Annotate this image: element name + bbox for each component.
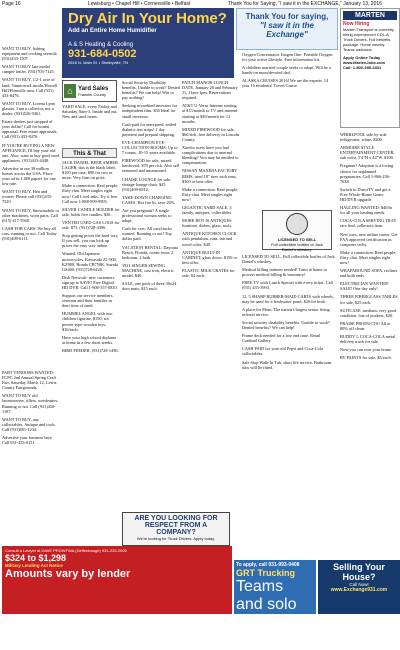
yard-sales-header [62, 80, 117, 102]
list-item: WANT TO BUY, Hen and rooster. Please call (931)433-7520. [2, 189, 53, 205]
list-item: WANT TO BUY late model camper trailer. (931)703-7145. [2, 64, 55, 75]
list-item: Pregnant? Adoption is a loving choice for unplanned pregnancies. Call 1-866-236-7638. [340, 163, 394, 184]
list-item: RV PAINTS for sale, $5/each. [340, 355, 392, 361]
list-item: THREE FIBERGLASS TABLES for sale, $25 each. [340, 294, 398, 305]
grt-line2: GRT Trucking [236, 568, 296, 578]
list-item: SALE, one pack of three 30x24 door mats, $15 each. [122, 281, 177, 292]
page-header [0, 0, 400, 8]
loan-big: Amounts vary by lender [5, 568, 131, 580]
list-item: Switch to DirectTV and get a Free Whole-Home Genie HD/DVR upgrade. [340, 186, 391, 203]
classified-column-1 [2, 46, 60, 366]
list-item: EVE-CHAMPION EVE-COLLECTION-ROOMS: Up to 7 rooms, 10-15 years available. [122, 139, 178, 156]
list-item: SUITCASE, medium, very good condition, lots of pockets, $20. [340, 307, 397, 318]
list-item: TAKE-DOWN CHARGING CASES. Hot fire lit, save 20%. [122, 194, 176, 205]
list-item: A childless married couple seeks to adopt. Will be a hands-on mom/devoted dad. [242, 65, 332, 76]
humidifier-ad[interactable] [62, 8, 234, 78]
list-item: WANT TO BUY, 1/2-1 acre of land, Vanntown/Lincoln/Howell Hill/Flintville area. Call (931) 433-8476. [2, 77, 58, 98]
classified-column-3 [122, 80, 180, 510]
loan-price: $324 to $1,298 [5, 553, 67, 563]
list-item: COCA-COLA SERVING TRAY rare find, collectors item. [340, 218, 397, 229]
list-item: BIRD FEEDER. (931)728-1496. [62, 347, 119, 353]
grt-line3: Teams and solo drivers needed [236, 578, 297, 649]
list-item: Sale Stop Walk-In Tub, short life service. Bathroom tubs will be fitted. [242, 359, 332, 370]
list-item: Oxygen Concentrator. Inogen One: Portable Oxygen for your active lifestyle. Free information kit. [242, 52, 333, 63]
list-item: PATCH MANOR LUNCH DATE, January 26 and February 11, 11am-1pm, Reservations required. [182, 80, 238, 101]
list-item: HAULING WANTED: $40/hr for all your hauling needs. [340, 205, 393, 216]
thank-you-ad [236, 8, 338, 50]
header-thanks: Thank You for Saying, "I saw it in the EXCHANGE," January 13, 2016 [228, 1, 382, 7]
humidifier-phone: 931-684-0502 [68, 48, 137, 60]
classified-column-2 [62, 160, 120, 510]
list-item: Make a connection. Real people, flirty chat. Meet singles right now! [182, 186, 239, 202]
list-item: PART VENDORS WANTED: FCPC 2nd Annual Spring Craft Fair, Saturday March 12, Lewis County Fairgrounds. [2, 370, 57, 391]
humidifier-subtitle: Add an Entire Home Humidifier [68, 28, 157, 34]
this-that-header: This & That [62, 148, 117, 158]
list-item: WRAPAROUND SOFA, recliner end both ends. [340, 268, 398, 279]
list-item: MORE HOT IS ANTIQUES furniture, dishes, glass, tools. [182, 218, 233, 229]
selling-house-ad[interactable] [318, 560, 400, 614]
thank-you-line2: "I saw it in the Exchange" [259, 21, 315, 39]
seal-icon [286, 213, 308, 235]
list-item: Advertise your business here. Call 931-433-6151. [2, 435, 53, 446]
list-item: SILVER CANDLE HOLDER for sale, holds five candles. $30. [62, 206, 120, 217]
list-item: Wanted, Old Japanese motorcycles. Kawasaki Z1-900, KZ900, Honda CB750K. Suzuki GS400. (931)728-6420. [62, 251, 119, 272]
sell-line2: Call Now! [349, 582, 369, 587]
licensed-body: Full collectible bottles of Jack Daniel's whiskey. [271, 242, 323, 252]
list-item: 12. 5 SHARP RUBBER-MAID CARTS with wheels, may be used for a freshwater pond. $26 for both. [242, 293, 334, 304]
loan-ad[interactable] [2, 546, 232, 614]
marten-body: Marten Transport is currently hiring experienced CDL-A Truck Drivers. Full benefits package. Home weekly. Teams welcome. [343, 27, 394, 52]
list-item: MIXED FIREWOOD for sale, $60/rick, free delivery in Lincoln County. [182, 126, 240, 142]
yard-sales-title: Yard Sales [78, 85, 109, 92]
classified-column-2a [62, 104, 120, 146]
sell-line1: Selling Your House? [333, 562, 385, 582]
list-item: Seeking accredited investors for independent film. $50 Ideal for small investors. [122, 103, 178, 119]
classified-column-5 [242, 254, 336, 554]
list-item: AT&T U-Verse Internet starting at $15/month or TV and internet starting at $49/month for 12 months. [182, 103, 238, 124]
humidifier-title: Dry Air In Your Home? [68, 10, 227, 27]
list-item: ARMOIRE STYLE ENTERTAINMENT CENTER, oak color, 5'4"H x 44"W. $100. [340, 145, 395, 161]
list-item: Xarelto users have you had complications due to internal bleeding? You may be entitled to compensation. [182, 145, 239, 166]
list-item: Are you pregnant? A single professional woman seeks to adopt. [122, 207, 172, 224]
humidifier-company: A & S Heating & Cooling [68, 42, 134, 48]
list-item: PRAISE PRODUCTS! All at 80% off clean. [340, 320, 391, 331]
list-item: YARD SALE, every Friday and Saturday, 8am-3. Inside and out. New and used items. [62, 104, 118, 120]
list-item: WANT TO BUY, Snowmobile or other machines, worn parts. Call (615) 417-5568. [2, 207, 60, 223]
list-item: JACK DANIEL BEER AMBER LAGER, this is the black label, $100 per case, $90 for two or more. Very firm on price. [62, 160, 118, 181]
list-item: CHAISE LOUNGE for sale, vintage lounge chair. $45. (931)409-6812. [122, 176, 172, 192]
list-item: Now you can own your home. [340, 347, 393, 353]
licensed-title: LICENSED TO SELL [277, 237, 317, 242]
list-item: Frame deck needed for a low end time. Retail Cardinal Gallery. [242, 333, 321, 344]
respect-title: ARE YOU LOOKING FOR RESPECT FROM A COMPANY? [134, 515, 218, 536]
list-item: WANT TO BUY, Lorena Lynn glasses. I am a collector, not a dealer. (931)526-9461. [2, 100, 55, 117]
list-item: Estate dealers just stripped of your dollar? Call for honest appraisal. Free estate appraisals. Call (931) 433-8476. [2, 119, 58, 140]
list-item: Social security disability benefits. Unable to work? Denied benefits? We can help! [242, 319, 330, 331]
list-item: WANT TO BUY old lawnmowers, tillers, weedeaters. Running or not. Call (931)450-1187. [2, 393, 59, 414]
list-item: ELECTRICIAN WANTED! SALE! One day only! [340, 281, 389, 292]
list-item: VENTED USED GAS LOGS for sale. $75. (931)728-4396. [62, 219, 120, 231]
list-item: FIREWOOD for sale, mixed hardwood, $70 per rick. Also sell seasoned and unseasoned. [122, 158, 180, 174]
marten-ad[interactable] [340, 8, 400, 128]
marten-phone: Call: 1-800-395-3331 [343, 65, 382, 70]
list-item: Support our service members, veterans and their families in their time of need. [62, 293, 114, 309]
list-item: PLASTIC MILK CRATES for sale, $4 each. [182, 267, 235, 278]
grt-trucking-ad[interactable] [234, 560, 316, 649]
list-item: Stop getting prices the hard way. If you sell, you can look up prices the easy way online. [62, 233, 119, 249]
classified-column-1b [2, 370, 60, 542]
classified-column-5a [242, 52, 336, 208]
list-item: CASH PAID for your old Pepsi and Coca-Cola collectables. [242, 346, 323, 357]
humidifier-address: 2616 N. Main St. • Shelbyville, TN [68, 60, 129, 65]
list-item: LICENSED TO SELL. Full collectible bottles of Jack Daniel's whiskey. [242, 254, 335, 265]
loan-slogan: Military Lending Act Notice [5, 563, 63, 568]
thank-you-line1: Thank You for saying, [245, 12, 329, 21]
page-number: Page 16 [2, 1, 21, 7]
list-item: ANTIQUE BUILT-IN CABINET, glass doors. $150 or best offer. [182, 249, 238, 265]
list-item: New tires, new airline career. Get FAA approved certification as computer techs. [340, 231, 398, 247]
list-item: BUDDY L COCA-COLA metal delivery truck for sale. [340, 334, 396, 345]
list-item: HUMMEL ANGEL with two children figurine, $150; six pewter type wooden toys, $10/each. [62, 311, 113, 332]
list-item: Advertise in our 38 million homes across the USA. Place your ad in 1,000 papers for one low rate. [2, 165, 56, 187]
marten-logo: MARTEN [343, 11, 397, 20]
list-item: Make a connection. Real people, flirty chat. Meet singles right now! [340, 249, 397, 265]
list-item: Make a connection. Real people, flirty chat. Meet singles right now! Call LiveLinks. Try it free. Call now 1-888-909-9905. [62, 183, 119, 204]
list-item: Cash paid for unexpired, sealed diabetic test strips! 1 day payment and prepaid shipping. [122, 121, 177, 137]
list-item: VACATION RENTAL: Daytona Beach, Florida, ocean front, 2 bedroom, 2 bath. [122, 244, 178, 260]
list-item: CASH FOR CARS: We buy all cars, running or not. Call Today (931)409-6111. [2, 225, 57, 241]
respect-company-ad[interactable] [122, 512, 230, 546]
list-item: 1921 SINGER SEWING MACHINE, cast iron, electric model. $40. [122, 262, 174, 278]
list-item: A place for Mom. The nation's largest senior living referral service. [242, 306, 330, 317]
list-item: ALASKA CRUISES 2016! We are the experts. 14 year 16 residents! Travel Cruise. [242, 78, 329, 89]
list-item: WHIRLPOOL side by side refrigerator, white, $200. [340, 132, 387, 143]
header-towns: Lewisburg • Chapel Hill • Cornersville • Belfast [88, 1, 191, 7]
list-item: Cash for cars: All cars/trucks wanted. Running or not! Top dollar paid. [122, 226, 172, 242]
grt-line1: To apply, call 931-993-0408 [236, 562, 300, 568]
classified-column-4 [182, 80, 240, 510]
list-item: WANT TO BUY, any collectables. Antique and tools. Call (931)801-1234. [2, 416, 56, 432]
list-item: Have your high school diploma at home in a few short weeks. [62, 334, 117, 345]
sell-line3: www.Exchange931.com [330, 587, 388, 593]
list-item: FREE TV with Lunch Special with every ticket. Call (931) 433-3993. [242, 280, 333, 291]
list-item: NISSAN MAXIMA FACTORY RIMS, used 18" tires with rims, $300 or best offer. [182, 168, 238, 184]
list-item: GIGANTIC YARD SALE, 3 family, antiques, collectibles. [182, 204, 233, 216]
respect-body: We're looking for Truck Drivers. Apply today. [136, 536, 216, 541]
list-item: Medical billing trainees needed! Train at home to process medical billing & insurance! [242, 267, 327, 278]
licensed-to-sell-ad [262, 210, 332, 250]
list-item: Dish Network- new customers sign up to SAVE! Free Digital HD DVR. Call 1-800-357-0810. [62, 274, 118, 290]
yard-sales-sub: Franklin County [78, 91, 107, 97]
list-item: Social Security Disability benefits. Unable to work? Denied benefits? We can help! Win or pay nothing! [122, 80, 180, 101]
list-item: ANTIQUE KITCHEN CLOCK with pendulum, runs, tan and wood color, $40. [182, 231, 237, 247]
marten-hiring: Now Hiring [343, 21, 370, 27]
classified-column-6 [340, 132, 398, 558]
house-icon: ⌂ [64, 84, 76, 98]
loan-top: Consult a Lawyer at DAVE PROWTWA (Deffenbaugh) 931-233-2005 [5, 548, 127, 553]
marten-apply: Apply Online Today www.MartenJobs.com [343, 55, 386, 65]
list-item: WANT TO BUY, fishing equipment and cooking utensils. (931)433-1507. [2, 46, 58, 62]
list-item: IF YOU'RE BUYING A NEW APPLIANCE, I'll buy your old one. Also, want to buy good used appliances. (931)433-4448. [2, 142, 60, 163]
